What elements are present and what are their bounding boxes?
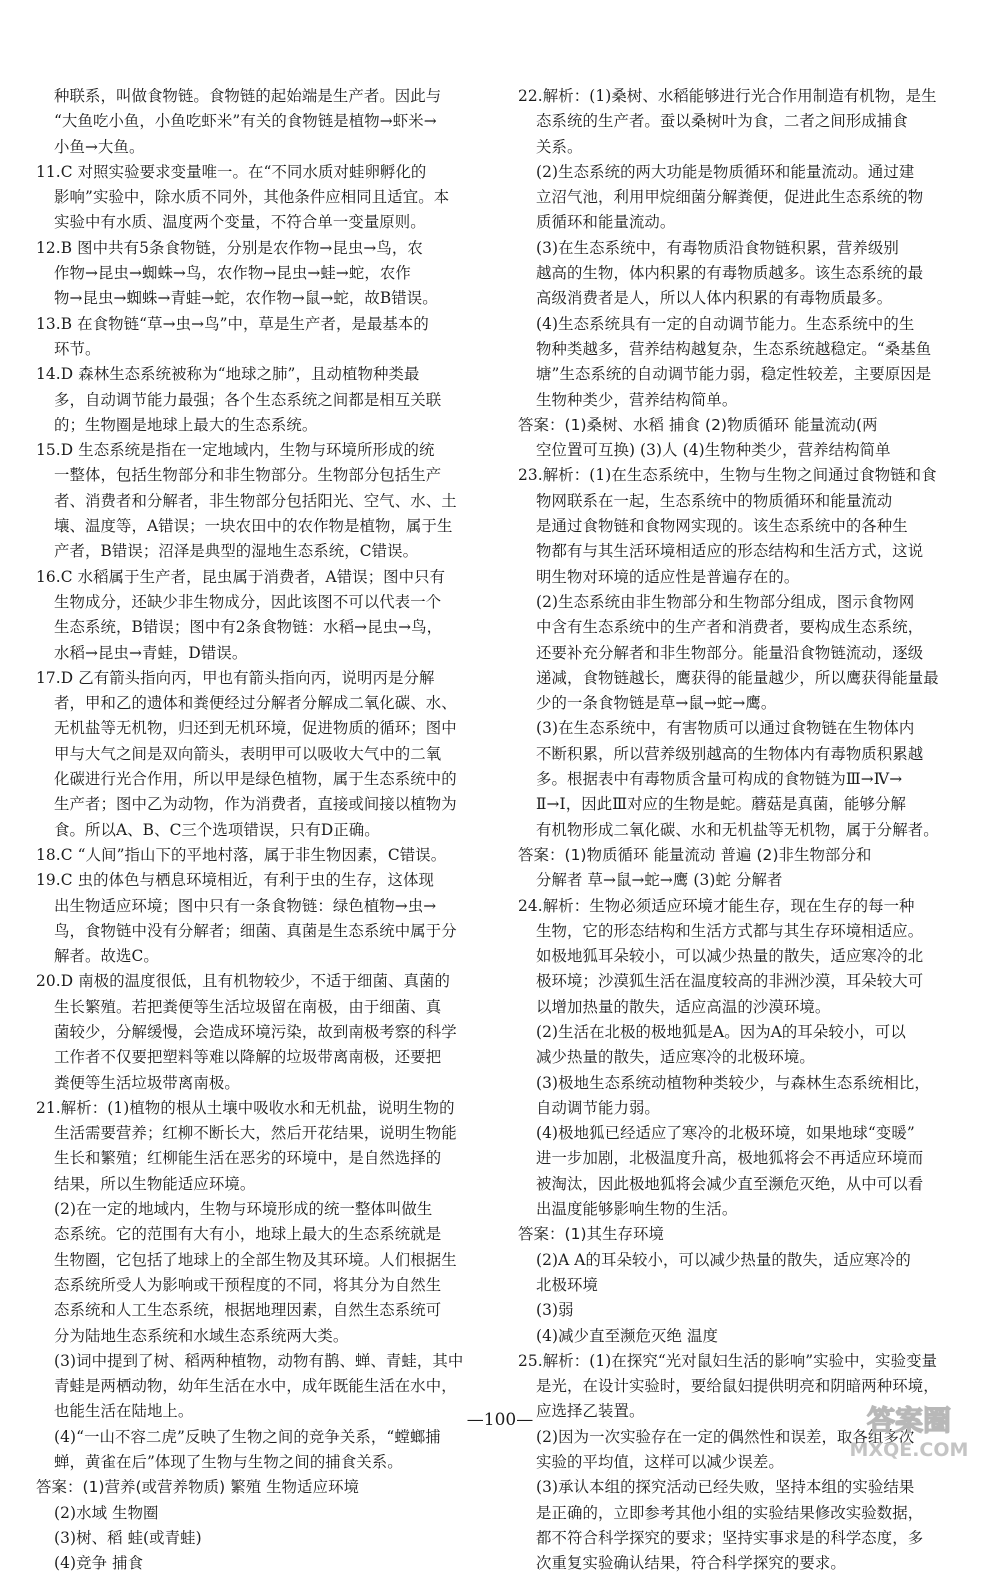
text-line: (3)承认本组的探究活动已经失败，坚持本组的实验结果: [536, 1478, 915, 1497]
text-line: 被淘汰，因此极地狐将会减少直至濒危灭绝，从中可以看: [536, 1174, 924, 1193]
text-line: 出温度能够影响生物的生活。: [536, 1200, 738, 1219]
text-line: (4)减少直至濒危灭绝 温度: [536, 1326, 718, 1345]
text-line: 北极环境: [536, 1275, 598, 1294]
text-line: 答案：(1)营养(或营养物质) 繁殖 生物适应环境: [36, 1478, 360, 1497]
text-line: 21.解析：(1)植物的根从土壤中吸收水和无机盐，说明生物的: [36, 1098, 455, 1117]
text-line: 生长和繁殖；红柳能生活在恶劣的环境中，是自然选择的: [54, 1149, 442, 1168]
text-line: 物种类越多，营养结构越复杂，生态系统越稳定。“桑基鱼: [536, 339, 932, 358]
text-line: 生态系统，B错误；图中有2条食物链：水稻→昆虫→鸟，: [54, 618, 443, 637]
text-line: (3)极地生态系统动植物种类较少，与森林生态系统相比，: [536, 1073, 930, 1092]
text-line: (2)在一定的地域内，生物与环境形成的统一整体叫做生: [54, 1200, 433, 1219]
watermark-url: MXQE.COM: [849, 1439, 969, 1461]
text-line: 物网联系在一起，生态系统中的物质循环和能量流动: [536, 491, 893, 510]
text-line: 作物→昆虫→蜘蛛→鸟，农作物→昆虫→蛙→蛇，农作: [54, 264, 411, 283]
text-line: 解者。故选C。: [54, 947, 159, 966]
watermark-title: 答案圈: [866, 1404, 952, 1437]
text-line: 自动调节能力弱。: [536, 1098, 660, 1117]
text-line: 应选择乙装置。: [536, 1402, 645, 1421]
text-line: 19.C 虫的体色与栖息环境相近，有利于虫的生存，这体现: [36, 871, 434, 890]
text-line: 是正确的，立即参考其他小组的实验结果修改实验数据，: [536, 1503, 924, 1522]
text-line: 实验中有水质、温度两个变量，不符合单一变量原则。: [54, 213, 426, 232]
text-line: 17.D 乙有箭头指向丙，甲也有箭头指向丙，说明丙是分解: [36, 668, 435, 687]
text-line: 甲与大气之间是双向箭头，表明甲可以吸收大气中的二氧: [54, 744, 442, 763]
text-line: 25.解析：(1)在探究“光对鼠妇生活的影响”实验中，实验变量: [518, 1351, 938, 1370]
text-line: 生物成分，还缺少非生物成分，因此该图不可以代表一个: [54, 592, 442, 611]
text-line: 高级消费者是人，所以人体内积累的有毒物质最多。: [536, 289, 893, 308]
text-line: 还要补充分解者和非生物部分。能量沿食物链流动，逐级: [536, 643, 924, 662]
text-line: 也能生活在陆地上。: [54, 1402, 194, 1421]
text-line: (4)极地狐已经适应了寒冷的北极环境，如果地球“变暖”: [536, 1124, 915, 1143]
text-line: 的；生物圈是地球上最大的生态系统。: [54, 415, 318, 434]
text-line: 立沼气池，利用甲烷细菌分解粪便，促进此生态系统的物: [536, 188, 924, 207]
text-line: 分解者 草→鼠→蛇→鹰 (3)蛇 分解者: [536, 871, 783, 890]
text-line: “大鱼吃小鱼，小鱼吃虾米”有关的食物链是植物→虾米→: [54, 112, 437, 131]
text-line: 态系统和人工生态系统，根据地理因素，自然生态系统可: [54, 1301, 442, 1320]
text-line: (2)因为一次实验存在一定的偶然性和误差，取各组多次: [536, 1427, 915, 1446]
text-line: 生物，它的形态结构和生活方式都与其生存环境相适应。: [536, 921, 924, 940]
text-line: 塘”生态系统的自动调节能力弱，稳定性较差，主要原因是: [536, 365, 932, 384]
text-line: 粪便等生活垃圾带离南极。: [54, 1073, 240, 1092]
text-line: 答案：(1)桑树、水稻 捕食 (2)物质循环 能量流动(两: [518, 415, 878, 434]
text-line: 生活需要营养；红柳不断长大，然后开花结果，说明生物能: [54, 1124, 457, 1143]
text-line: 食。所以A、B、C三个选项错误，只有D正确。: [54, 820, 380, 839]
text-line: 生物圈，它包括了地球上的全部生物及其环境。人们根据生: [54, 1250, 457, 1269]
text-line: 态系统的生产者。蚕以桑树叶为食，二者之间形成捕食: [536, 112, 908, 131]
text-line: 一整体，包括生物部分和非生物部分。生物部分包括生产: [54, 466, 442, 485]
text-line: (3)弱: [536, 1301, 574, 1320]
text-line: 小鱼→大鱼。: [54, 137, 145, 156]
text-line: (3)树、稻 蛙(或青蛙): [54, 1528, 202, 1547]
text-line: 壤、温度等，A错误；一块农田中的农作物是植物，属于生: [54, 517, 453, 536]
text-line: 都不符合科学探究的要求；坚持实事求是的科学态度，多: [536, 1528, 924, 1547]
text-line: 态系统。它的范围有大有小，地球上最大的生态系统就是: [54, 1225, 442, 1244]
text-line: 答案：(1)其生存环境: [518, 1225, 665, 1244]
text-line: 影响”实验中，除水质不同外，其他条件应相同且适宜。本: [54, 188, 450, 207]
text-line: 13.B 在食物链“草→虫→鸟”中，草是生产者，是最基本的: [36, 314, 429, 333]
text-line: 16.C 水稻属于生产者，昆虫属于消费者，A错误；图中只有: [36, 567, 446, 586]
left-column: [36, 84, 474, 1577]
text-line: 关系。: [536, 137, 583, 156]
text-line: (4)“一山不容二虎”反映了生物之间的竞争关系，“螳螂捕: [54, 1427, 441, 1446]
text-line: 物都有与其生活环境相适应的形态结构和生活方式，这说: [536, 542, 924, 561]
text-line: 18.C “人间”指山下的平地村落，属于非生物因素，C错误。: [36, 845, 447, 864]
text-line: (2)水域 生物圈: [54, 1503, 159, 1522]
text-line: 以增加热量的散失，适应高温的沙漠环境。: [536, 997, 831, 1016]
text-line: (2)A A的耳朵较小，可以减少热量的散失，适应寒冷的: [536, 1250, 911, 1269]
text-line: (3)在生态系统中，有毒物质沿食物链积累，营养级别: [536, 238, 899, 257]
text-line: 少的一条食物链是草→鼠→蛇→鹰。: [536, 694, 777, 713]
text-line: 14.D 森林生态系统被称为“地球之肺”，且动植物种类最: [36, 365, 420, 384]
text-line: 工作者不仅要把塑料等难以降解的垃圾带离南极，还要把: [54, 1048, 442, 1067]
text-line: 空位置可互换) (3)人 (4)生物种类少，营养结构简单: [536, 441, 891, 460]
text-line: 11.C 对照实验要求变量唯一。在“不同水质对蛙卵孵化的: [36, 162, 427, 181]
text-line: 是光，在设计实验时，要给鼠妇提供明亮和阴暗两种环境，: [536, 1377, 939, 1396]
text-line: 24.解析：生物必须适应环境才能生存，现在生存的每一种: [518, 896, 915, 915]
text-line: 中含有生态系统中的生产者和消费者，要构成生态系统，: [536, 618, 924, 637]
text-line: (3)词中提到了树、稻两种植物，动物有鹊、蝉、青蛙，其中: [54, 1351, 464, 1370]
text-line: 是通过食物链和食物网实现的。该生态系统中的各种生: [536, 517, 908, 536]
text-line: 12.B 图中共有5条食物链，分别是农作物→昆虫→鸟，农: [36, 238, 423, 257]
text-line: Ⅱ→Ⅰ，因此Ⅲ对应的生物是蛇。蘑菇是真菌，能够分解: [536, 795, 906, 814]
text-line: (4)竞争 捕食: [54, 1554, 144, 1573]
text-line: 实验的平均值，这样可以减少误差。: [536, 1453, 784, 1472]
text-line: 水稻→昆虫→青蛙，D错误。: [54, 643, 248, 662]
text-line: 进一步加剧，北极温度升高，极地狐将会不再适应环境而: [536, 1149, 924, 1168]
text-line: 物→昆虫→蜘蛛→青蛙→蛇，农作物→鼠→蛇，故B错误。: [54, 289, 438, 308]
text-line: 青蛙是两栖动物，幼年生活在水中，成年既能生活在水中，: [54, 1377, 457, 1396]
text-line: 15.D 生态系统是指在一定地域内，生物与环境所形成的统: [36, 441, 435, 460]
text-line: 生长繁殖。若把粪便等生活垃圾留在南极，由于细菌、真: [54, 997, 442, 1016]
text-line: 态系统所受人为影响或干预程度的不同，将其分为自然生: [54, 1275, 442, 1294]
right-column: [518, 84, 956, 1577]
text-line: 23.解析：(1)在生态系统中，生物与生物之间通过食物链和食: [518, 466, 937, 485]
text-line: 极环境；沙漠狐生活在温度较高的非洲沙漠，耳朵较大可: [536, 972, 924, 991]
text-line: 鸟，食物链中没有分解者；细菌、真菌是生态系统中属于分: [54, 921, 457, 940]
text-line: 多，自动调节能力最强；各个生态系统之间都是相互关联: [54, 390, 442, 409]
text-line: 多。根据表中有毒物质含量可构成的食物链为Ⅲ→Ⅳ→: [536, 770, 903, 789]
text-line: 产者，B错误；沼泽是典型的湿地生态系统，C错误。: [54, 542, 419, 561]
text-line: 明生物对环境的适应性是普遍存在的。: [536, 567, 800, 586]
text-line: 减少热量的散失，适应寒冷的北极环境。: [536, 1048, 815, 1067]
text-line: 蝉，黄雀在后”体现了生物与生物之间的捕食关系。: [54, 1453, 403, 1472]
text-line: 结果，所以生物能适应环境。: [54, 1174, 256, 1193]
text-line: 22.解析：(1)桑树、水稻能够进行光合作用制造有机物，是生: [518, 87, 937, 105]
text-line: 生物种类少，营养结构简单。: [536, 390, 738, 409]
text-line: 答案：(1)物质循环 能量流动 普遍 (2)非生物部分和: [518, 845, 872, 864]
text-line: 不断积累，所以营养级别越高的生物体内有毒物质积累越: [536, 744, 924, 763]
text-line: 化碳进行光合作用，所以甲是绿色植物，属于生态系统中的: [54, 770, 457, 789]
text-line: 质循环和能量流动。: [536, 213, 676, 232]
text-line: 分为陆地生态系统和水域生态系统两大类。: [54, 1326, 349, 1345]
text-line: 次重复实验确认结果，符合科学探究的要求。: [536, 1554, 846, 1573]
text-line: (2)生态系统的两大功能是物质循环和能量流动。通过建: [536, 162, 915, 181]
text-line: 种联系，叫做食物链。食物链的起始端是生产者。因此与: [54, 87, 442, 105]
text-line: 越高的生物，体内积累的有毒物质越多。该生态系统的最: [536, 264, 924, 283]
text-line: 菌较少，分解缓慢，会造成环境污染，故到南极考察的科学: [54, 1022, 457, 1041]
text-line: (3)在生态系统中，有害物质可以通过食物链在生物体内: [536, 719, 915, 738]
watermark-logo: [834, 1400, 984, 1462]
text-line: (2)生活在北极的极地狐是A。因为A的耳朵较小，可以: [536, 1022, 906, 1041]
text-line: 环节。: [54, 339, 101, 358]
text-line: 出生物适应环境；图中只有一条食物链：绿色植物→虫→: [54, 896, 437, 915]
text-line: 者、消费者和分解者，非生物部分包括阳光、空气、水、土: [54, 491, 457, 510]
page-number: —100—: [466, 1410, 534, 1430]
text-line: 者，甲和乙的遗体和粪便经过分解者分解成二氧化碳、水、: [54, 694, 457, 713]
text-line: 无机盐等无机物，归还到无机环境，促进物质的循环；图中: [54, 719, 457, 738]
text-line: (4)生态系统具有一定的自动调节能力。生态系统中的生: [536, 314, 915, 333]
text-line: 有机物形成二氧化碳、水和无机盐等无机物，属于分解者。: [536, 820, 939, 839]
text-line: 生产者；图中乙为动物，作为消费者，直接或间接以植物为: [54, 795, 457, 814]
text-line: (2)生态系统由非生物部分和生物部分组成，图示食物网: [536, 592, 915, 611]
text-line: 递减，食物链越长，鹰获得的能量越少，所以鹰获得能量最: [536, 668, 939, 687]
text-line: 如极地狐耳朵较小，可以减少热量的散失，适应寒冷的北: [536, 947, 924, 966]
text-line: 20.D 南极的温度很低，且有机物较少，不适于细菌、真菌的: [36, 972, 450, 991]
